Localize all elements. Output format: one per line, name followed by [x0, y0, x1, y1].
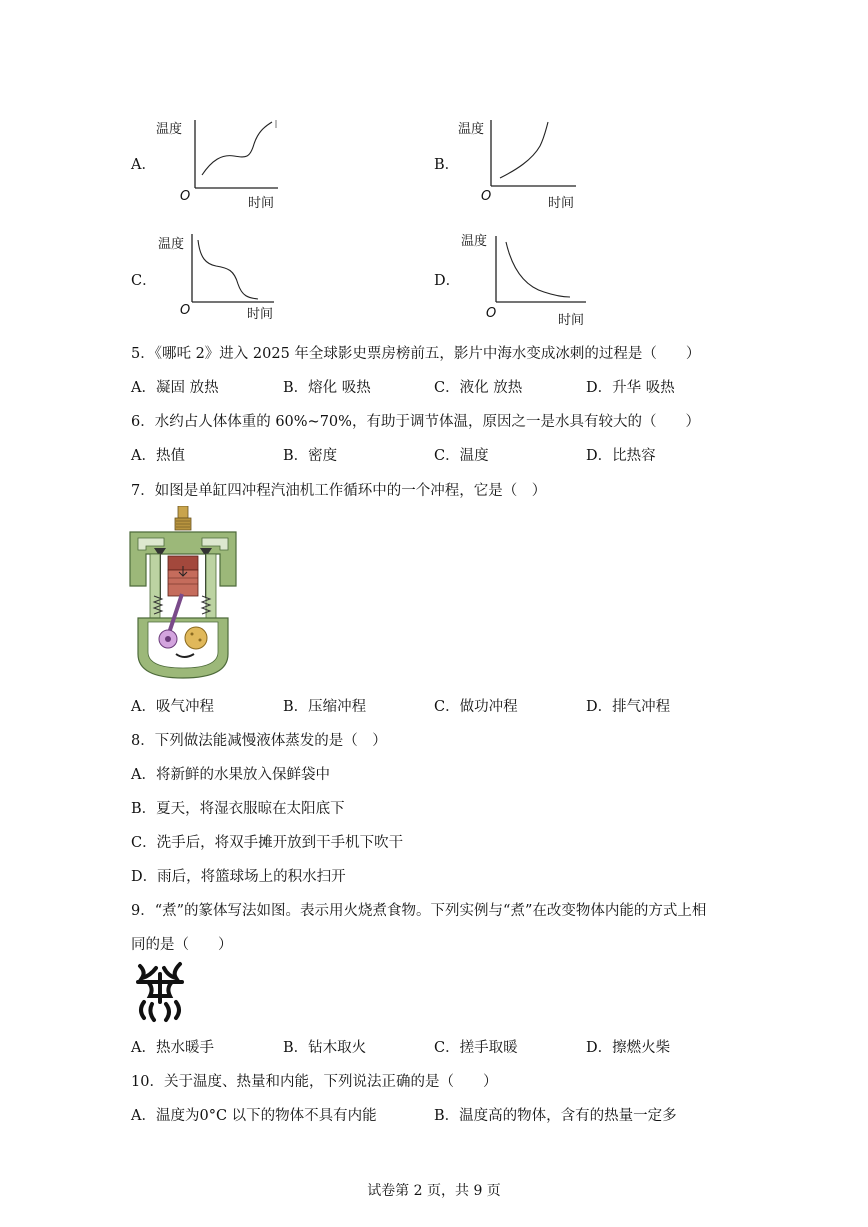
graph-b-xlabel: 时间 [548, 196, 575, 211]
q8-option-c: C．洗手后，将双手摊开放到干手机下吹干 [131, 835, 404, 851]
q5-option-d: D．升华 吸热 [586, 380, 675, 396]
q9-option-b: B．钻木取火 [283, 1040, 367, 1056]
graph-a-origin: O [180, 189, 191, 204]
q9-option-d: D．擦燃火柴 [586, 1040, 671, 1056]
q6-option-b: B．密度 [283, 448, 338, 464]
graph-d-origin: O [486, 306, 497, 321]
q5-option-a: A．凝固 放热 [131, 380, 219, 396]
seal-script-zhu-character [132, 958, 188, 1026]
graph-c-ylabel: 温度 [158, 237, 185, 252]
q7-stem: 7．如图是单缸四冲程汽油机工作循环中的一个冲程，它是（ ） [131, 483, 547, 499]
q9-stem-line1: 9．“煮”的篆体写法如图。表示用火烧煮食物。下列实例与“煮”在改变物体内能的方式上相 [131, 903, 707, 919]
q8-stem: 8．下列做法能减慢液体蒸发的是（ ） [131, 733, 387, 749]
q9-option-a: A．热水暖手 [131, 1040, 214, 1056]
graph-a-xlabel: 时间 [248, 196, 275, 211]
q6-option-d: D．比热容 [586, 448, 656, 464]
option-c-letter: C． [131, 273, 157, 289]
q5-option-c: C．液化 放热 [434, 380, 523, 396]
q7-option-d: D．排气冲程 [586, 699, 671, 715]
q6-option-a: A．热值 [131, 448, 185, 464]
graph-a-ylabel: 温度 [156, 122, 183, 137]
q9-stem-line2: 同的是（ ） [131, 937, 233, 953]
graph-b-origin: O [481, 189, 492, 204]
q8-option-d: D．雨后，将篮球场上的积水扫开 [131, 869, 346, 885]
option-a-letter: A． [131, 157, 156, 173]
q7-option-c: C．做功冲程 [434, 699, 518, 715]
graph-d-ylabel: 温度 [461, 234, 488, 249]
option-b-letter: B． [434, 157, 460, 173]
q8-option-b: B．夏天，将湿衣服晾在太阳底下 [131, 801, 345, 817]
graph-c-origin: O [180, 303, 191, 318]
q7-option-a: A．吸气冲程 [131, 699, 214, 715]
engine-diagram [128, 506, 238, 682]
q6-option-c: C．温度 [434, 448, 489, 464]
q10-stem: 10．关于温度、热量和内能，下列说法正确的是（ ） [131, 1074, 498, 1090]
q9-option-c: C．搓手取暖 [434, 1040, 518, 1056]
q7-option-b: B．压缩冲程 [283, 699, 367, 715]
q8-option-a: A．将新鲜的水果放入保鲜袋中 [131, 767, 330, 783]
q10-option-b: B．温度高的物体，含有的热量一定多 [434, 1108, 677, 1124]
page-footer: 试卷第 2 页，共 9 页 [367, 1183, 501, 1199]
q5-stem: 5．《哪吒 2》进入 2025 年全球影史票房榜前五，影片中海水变成冰刺的过程是（ ） [131, 346, 701, 362]
graph-d-xlabel: 时间 [558, 313, 585, 328]
q6-stem: 6．水约占人体体重的 60%~70%，有助于调节体温，原因之一是水具有较大的（ ） [131, 414, 700, 430]
option-d-letter: D． [434, 273, 461, 289]
graph-c-xlabel: 时间 [247, 307, 274, 322]
graph-b-ylabel: 温度 [458, 122, 485, 137]
q10-option-a: A．温度为0°C 以下的物体不具有内能 [131, 1108, 377, 1124]
q5-option-b: B．熔化 吸热 [283, 380, 371, 396]
